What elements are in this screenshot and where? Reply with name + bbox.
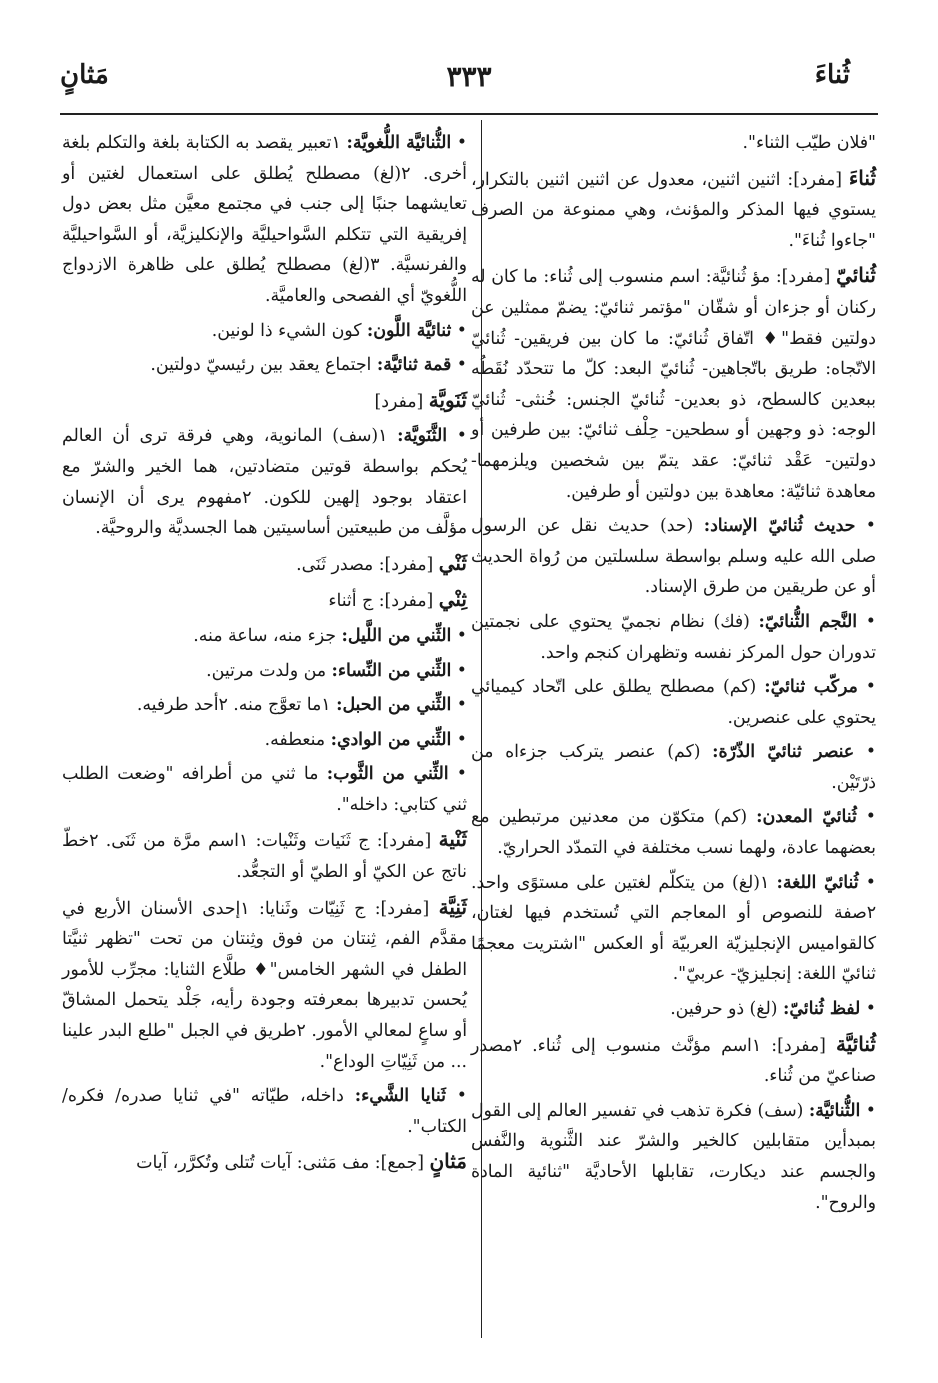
sub-entry: [62, 621, 467, 652]
sub-headword: الثِّني من الحبل:: [336, 695, 452, 716]
headword: ثُنائيّ: [836, 263, 876, 288]
sub-headword: ثُنائيّ اللغة:: [776, 872, 859, 893]
definition-text: ١اسم مؤنَّث منسوب إلى ثُناء. ٢مصدر صناعيّ من ثُناء.: [471, 1035, 876, 1087]
part-of-speech-tag: [مفرد]: [374, 391, 429, 412]
definition-text: ج أثناء: [328, 591, 379, 612]
definition-text: اجتماع يعقد بين رئيسيّ دولتين.: [150, 355, 377, 376]
dictionary-entry: [471, 260, 876, 507]
headword: ثَنْي: [438, 550, 467, 575]
sub-entry: [471, 672, 876, 733]
sub-entry: [62, 316, 467, 347]
headword: ثُناءَ: [848, 165, 877, 190]
header-divider: [60, 113, 878, 115]
headword: ثُنائيَّة: [835, 1031, 876, 1056]
sub-entry: [62, 759, 467, 820]
sub-entry: [471, 511, 876, 603]
sub-entry: [471, 994, 876, 1025]
definition-text: ١ما تعوَّج منه. ٢أحد طرفيه.: [136, 695, 337, 716]
sub-entry: [62, 725, 467, 756]
headword: ثِنْي: [438, 587, 467, 612]
sub-entry: [471, 1096, 876, 1218]
definition-text: منعطفه.: [264, 729, 331, 750]
part-of-speech-tag: [مفرد]:: [378, 591, 439, 612]
headword: ثَنْية: [438, 827, 468, 852]
dictionary-entry: [471, 1029, 876, 1092]
dictionary-entry: [62, 892, 467, 1078]
sub-headword: مركّب ثنائيّ:: [764, 677, 858, 698]
sub-headword: الثِّني من الوادي:: [330, 729, 452, 750]
sub-entry: [471, 737, 876, 798]
sub-headword: قمة ثنائيَّة:: [376, 355, 452, 376]
definition-text: (فك) نظام نجميّ يحتوي على نجمتين تدوران حول المركز نفسه وتظهران كنجم واحد.: [471, 611, 876, 663]
definition-text: من ولدت مرتين.: [206, 660, 332, 681]
entry-continuation: [471, 128, 876, 159]
headword: ثَنِيَّة: [438, 894, 468, 919]
sub-headword: الثُّنائيَّة:: [808, 1100, 861, 1121]
headword: ثَنَويَّة: [428, 387, 467, 412]
sub-headword: ثنائيَّة اللَّون:: [366, 320, 452, 341]
sub-headword: الثُّنائيَّة اللُّغويَّة:: [346, 133, 452, 153]
part-of-speech-tag: [جمع]:: [374, 1153, 430, 1174]
sub-headword: الثِّني من الثَّوب:: [326, 764, 449, 785]
dictionary-entry: [62, 1146, 467, 1179]
headword: مَثانٍ: [429, 1149, 467, 1174]
part-of-speech-tag: [مفرد]:: [376, 831, 439, 852]
sub-entry: [62, 350, 467, 381]
dictionary-entry: [62, 584, 467, 617]
definition-text: ج ثَنَيات وثَنْيات: ١اسم مرَّة من ثَنَى. ٢خطّ ناتج عن الكيّ أو الطيّ أو التجعُّد.: [62, 831, 467, 883]
definition-text: ج ثَنِيّات وثَنايا: ١إحدى الأسنان الأربع في مقدَّم الفم، ثِنتان من فوق وثِنتان من تحت "تظهر ثنيَّتا الطفل في الشهر الخامس"♦ طلَّاع الثنايا: مجرِّب للأمور يُحسن تدبيرها بمعرفته وجودة رأيه، جَلْد يتحمل المشاقّ أو ساعٍ لمعالي الأمور. ٢طريق في الجبل "طلع البدر علينا ... من ثَنِيّاتِ الوداع".: [62, 898, 468, 1072]
definition-text: (حد) حديث نقل عن الرسول صلى الله عليه وسلم بواسطة سلسلتين من رُواة الحديث أو عن طريقين من طرق الإسناد.: [471, 516, 876, 598]
definition-text: (كم) مصطلح يطلق على اتّحاد كيميائي يحتوي على عنصرين.: [471, 677, 876, 728]
definition-text: (سف) فكرة تذهب في تفسير العالم إلى القول بمبدأين متقابلين كالخير والشرّ عند الثَّنوية والنَّفس والجسم عند ديكارت، تقابلها الأحاديَّة "ثنائية المادة والروح".: [471, 1100, 876, 1213]
definition-text: (كم) عنصر يتركب جزءاه من ذرّتَيْن.: [471, 742, 876, 793]
definition-text: داخله، طيّاته "في ثنايا صدره/ فكره/ الكتاب".: [62, 1086, 467, 1137]
sub-headword: لفظ ثُنائيّ:: [783, 999, 861, 1020]
sub-headword: الثِّني من النِّساء:: [331, 660, 452, 681]
definition-text: ١(سف) المانوية، وهي فرقة ترى أن العالم يُحكم بواسطة قوتين متضادتين، هما الخير والشرّ مع اعتقاد بوجود إلهين للكون. ٢مفهوم يرى أن الإنسان مؤلَّف من طبيعتين أساسيتين هما الجسديَّة والروحيَّة.: [62, 426, 468, 539]
sub-headword: ثَنايا الشَّيء:: [354, 1086, 446, 1107]
definition-text: (لغ) ذو حرفين.: [670, 999, 783, 1020]
left-column: [62, 128, 467, 1183]
definition-text: مؤ ثُنائيَّة: اسم منسوب إلى ثُناء: ما كان له ركنان أو جزءان أو شقّان "مؤتمر ثنائيّ: يضمّ ممثلين عن دولتين فقط"♦ اتّفاق ثُنائيّ: ما كان بين فريقين- ثُنائيّ الاتّجاه: طريق باتّجاهين- ثُنائيّ البعد: كلّ ما تتحدّد نُقَطُه ببعدين كالسطح، ذو بعدين- ثُنائيّ الجنس: خُنثى- ثُنائيّ الوجه: ذو وجهين أو سطحين- حِلْف ثنائيّ: بين طرفين أو دولتين- عَقْد ثنائيّ: عقد يتمّ بين شخصين ويلزمهما- معاهدة ثنائيّة: معاهدة بين دولتين أو طرفين.: [471, 267, 876, 502]
sub-entry: [62, 1081, 467, 1142]
sub-entry: [62, 656, 467, 687]
definition-text: مصدر ثَنَى.: [296, 554, 379, 575]
definition-text: ما ثني من أطرافه "وضعت الطلب ثني كتابي: داخله".: [62, 764, 467, 815]
page-header: [60, 60, 878, 110]
sub-entry: [471, 868, 876, 990]
definition-text: (كم) متكوّن من معدنين مرتبطين مع بعضهما عادة، ولهما نسب مختلفة في التمدّد الحراريّ.: [471, 807, 876, 859]
dictionary-entry: [62, 824, 467, 887]
sub-headword: عنصر ثنائيّ الذّرّة:: [712, 742, 855, 763]
sub-headword: الثَّنَويَّة:: [397, 426, 448, 447]
entry-text: "فلان طيّب الثناء".: [742, 133, 876, 153]
page-number: ٣٣٣: [446, 60, 492, 93]
definition-text: كون الشيء ذا لونين.: [211, 320, 367, 341]
part-of-speech-tag: [مفرد]:: [775, 267, 837, 288]
definition-text: جزء منه، ساعة منه.: [193, 625, 342, 646]
right-column: [471, 128, 876, 1222]
part-of-speech-tag: [مفرد]:: [771, 1035, 836, 1056]
sub-entry: [471, 607, 876, 668]
sub-headword: ثُنائيّ المعدن:: [756, 807, 857, 828]
dictionary-entry: [471, 163, 876, 257]
part-of-speech-tag: [مفرد]:: [374, 898, 439, 919]
definition-text: اثنين اثنين، معدول عن اثنين اثنين بالتكرار، يستوي فيها المذكر والمؤنث، وهي ممنوعة من الصرف "جاءوا ثُناءَ".: [471, 169, 876, 251]
definition-text: ١تعبير يقصد به الكتابة بلغة والتكلم بلغة أخرى. ٢(لغ) مصطلح يُطلق على استعمال لغتين أو تعايشهما جنبًا إلى جنب في مجتمع معيَّن مثل بعض دول إفريقية التي تتكلم السَّواحيليَّة والإنكليزيَّة، أو السَّواحيليَّة والفرنسيَّة. ٣(لغ) مصطلح يُطلق على ظاهرة الازدواج اللُّغويّ أي الفصحى والعاميَّة.: [62, 133, 467, 306]
header-guide-word-first: ثُناءَ: [814, 60, 850, 90]
sub-entry: [62, 128, 467, 312]
definition-text: ١(لغ) من يتكلّم لغتين على مستوًى واحد. ٢صفة للنصوص أو المعاجم التي تُستخدم فيها لغتان، كالقواميس الإنجليزيّة العربيّة أو العكس "اشتريت معجمًا ثنائيّ اللغة: إنجليزيّ- عربيّ".: [471, 872, 876, 985]
definition-text: مف مَثنى: آيات تُتلى وتُكرَّر، آيات: [136, 1153, 375, 1174]
dictionary-entry: [62, 385, 467, 418]
header-guide-word-last: مَثانٍ: [60, 60, 109, 90]
sub-headword: حديث ثُنائيّ الإسناد:: [703, 516, 856, 537]
sub-entry: [62, 421, 467, 543]
dictionary-entry: [62, 548, 467, 581]
sub-headword: النَّجم الثُّنائيّ:: [758, 611, 858, 632]
sub-entry: [62, 690, 467, 721]
sub-entry: [471, 802, 876, 863]
part-of-speech-tag: [مفرد]:: [787, 169, 849, 190]
part-of-speech-tag: [مفرد]:: [378, 554, 439, 575]
sub-headword: الثِّني من اللَّيل:: [341, 625, 452, 646]
